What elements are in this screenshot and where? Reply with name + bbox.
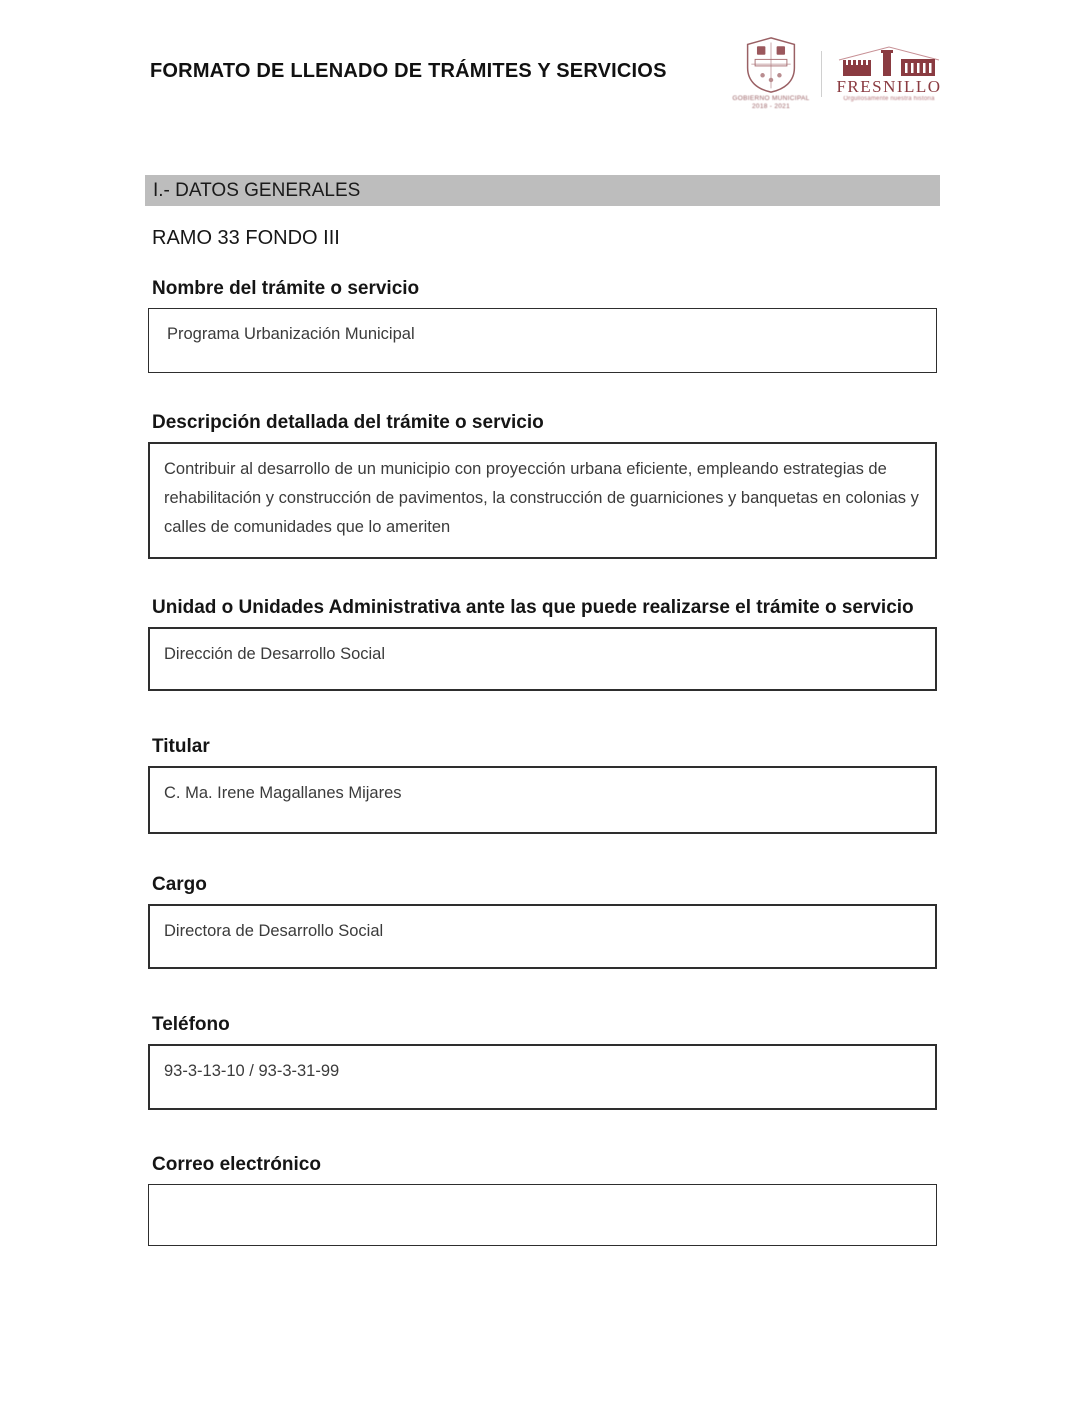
- page-title: FORMATO DE LLENADO DE TRÁMITES Y SERVICIOS: [150, 60, 667, 82]
- field-cargo: [145, 871, 940, 969]
- field-box: [148, 308, 937, 373]
- fresnillo-logo: [833, 45, 945, 102]
- crest-caption-line1: GOBIERNO MUNICIPAL: [732, 95, 810, 102]
- field-value: C. Ma. Irene Magallanes Mijares: [164, 784, 402, 802]
- logo-divider: [821, 51, 822, 97]
- section-heading: I.- DATOS GENERALES: [153, 179, 361, 201]
- field-label: Nombre del trámite o servicio: [152, 278, 420, 299]
- field-box: [148, 627, 937, 691]
- form-subheading: RAMO 33 FONDO III: [152, 227, 340, 249]
- fresnillo-tagline: Orgullosamente nuestra historia: [843, 96, 935, 102]
- field-label: Titular: [152, 736, 210, 757]
- field-box: [148, 904, 937, 969]
- field-label: Descripción detallada del trámite o servicio: [152, 412, 544, 433]
- crest-caption: [732, 95, 809, 111]
- field-label: Teléfono: [152, 1014, 230, 1035]
- section-heading-bar: [145, 175, 940, 206]
- municipal-crest: [732, 36, 810, 111]
- crest-shield-icon: [743, 36, 799, 94]
- field-value: Directora de Desarrollo Social: [164, 922, 384, 940]
- field-box: [148, 1044, 937, 1110]
- field-label: Correo electrónico: [152, 1154, 321, 1175]
- field-value: 93-3-13-10 / 93-3-31-99: [164, 1062, 340, 1080]
- field-value: Contribuir al desarrollo de un municipio con proyección urbana eficiente, empleando estrategias de rehabilitación y construcción de pavimentos, la construcción de guarniciones y banquetas en colonias y calles de comunidades que lo ameriten: [164, 460, 919, 536]
- field-box: [148, 1184, 937, 1246]
- logo-block: [732, 36, 945, 111]
- field-label: Unidad o Unidades Administrativa ante las que puede realizarse el trámite o servicio: [152, 597, 914, 618]
- skyline-icon: [837, 45, 941, 78]
- field-titular: [145, 733, 940, 834]
- field-box: [148, 442, 937, 559]
- field-unidad-administrativa: [145, 594, 940, 691]
- form-body: [145, 226, 940, 1246]
- fresnillo-wordmark: FRESNILLO: [836, 77, 942, 96]
- field-label: Cargo: [152, 874, 207, 895]
- field-value: Programa Urbanización Municipal: [167, 325, 415, 343]
- field-nombre-tramite: [145, 275, 940, 373]
- field-descripcion: [145, 409, 940, 559]
- field-correo-electronico: [145, 1151, 940, 1246]
- crest-caption-line2: 2018 - 2021: [752, 103, 790, 110]
- field-box: [148, 766, 937, 834]
- document-header: [150, 36, 945, 111]
- field-telefono: [145, 1011, 940, 1110]
- field-value: Dirección de Desarrollo Social: [164, 645, 386, 663]
